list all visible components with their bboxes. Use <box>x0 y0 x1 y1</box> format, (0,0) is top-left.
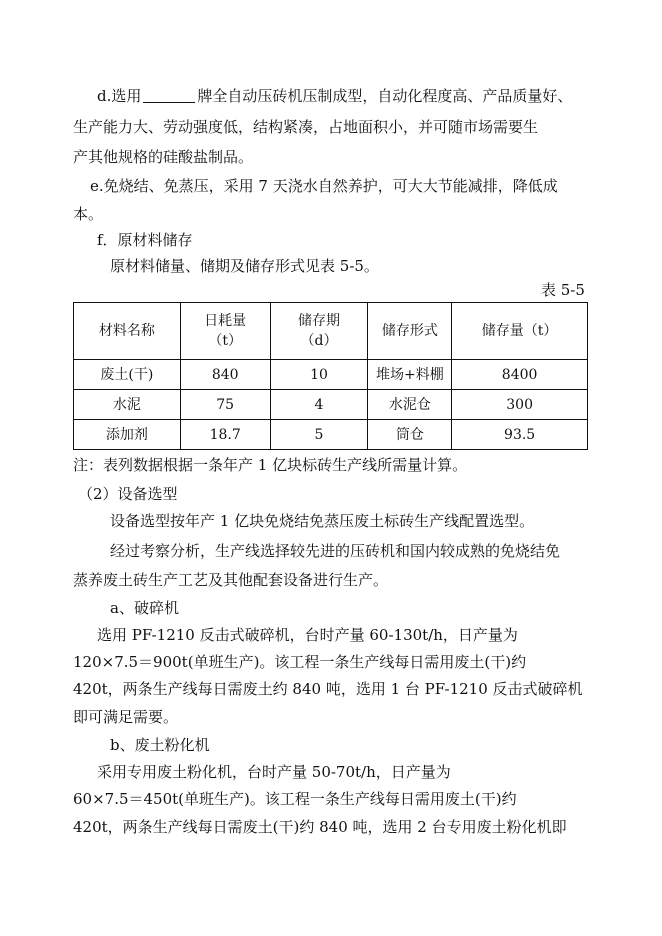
table-cell: 840 <box>180 360 270 390</box>
item-a-line-3: 420t，两条生产线每日需废土约 840 吨，选用 1 台 PF-1210 反击式破碎机 <box>73 680 583 698</box>
section-2-paragraph-1: 设备选型按年产 1 亿块免烧结免蒸压废土标砖生产线配置选型。 <box>110 512 535 530</box>
item-b-line-2: 60×7.5＝450t(单班生产)。该工程一条生产线每日需用废土(干)约 <box>73 790 517 808</box>
item-b-line-1: 采用专用废土粉化机，台时产量 50-70t/h，日产量为 <box>97 763 451 781</box>
brand-blank-underline <box>143 87 195 103</box>
table-row <box>74 360 588 390</box>
table-cell: 18.7 <box>180 420 270 450</box>
item-a-line-2: 120×7.5＝900t(单班生产)。该工程一条生产线每日需用废土(干)约 <box>73 653 527 671</box>
section-f-heading: f．原材料储存 <box>97 231 193 249</box>
table-cell: 10 <box>270 360 368 390</box>
table-cell: 93.5 <box>452 420 588 450</box>
header-storage-period: 储存期 （d） <box>270 303 368 360</box>
table-cell: 8400 <box>452 360 588 390</box>
table-header-row <box>74 303 588 360</box>
item-b-line-3: 420t，两条生产线每日需废土(干)约 840 吨，选用 2 台专用废土粉化机即 <box>73 818 567 836</box>
item-a-line-1: 选用 PF-1210 反击式破碎机，台时产量 60-130t/h，日产量为 <box>97 626 518 644</box>
header-storage-amount: 储存量（t） <box>452 303 588 360</box>
table-row <box>74 390 588 420</box>
table-cell: 堆场+料棚 <box>368 360 452 390</box>
table-caption: 表 5-5 <box>541 281 585 299</box>
section-2-paragraph-2-line-1: 经过考察分析，生产线选择较先进的压砖机和国内较成熟的免烧结免 <box>110 542 561 560</box>
table-row <box>74 420 588 450</box>
section-2-heading: （2）设备选型 <box>78 485 178 503</box>
header-material-name: 材料名称 <box>74 303 181 360</box>
table-cell: 筒仓 <box>368 420 452 450</box>
materials-table <box>73 302 588 450</box>
paragraph-d-line-3: 产其他规格的硅酸盐制品。 <box>73 148 254 166</box>
table-cell: 水泥 <box>74 390 181 420</box>
table-cell: 300 <box>452 390 588 420</box>
item-a-line-4: 即可满足需要。 <box>73 708 179 726</box>
item-a-heading: a、破碎机 <box>110 599 179 617</box>
table-cell: 水泥仓 <box>368 390 452 420</box>
paragraph-e-line-1: e.免烧结、免蒸压，采用 7 天浇水自然养护，可大大节能减排，降低成 <box>90 177 558 195</box>
paragraph-e-line-2: 本。 <box>73 205 104 223</box>
paragraph-d-line-1 <box>97 86 572 106</box>
header-storage-form: 储存形式 <box>368 303 452 360</box>
section-2-paragraph-2-line-2: 蒸养废土砖生产工艺及其他配套设备进行生产。 <box>73 571 389 589</box>
table-cell: 4 <box>270 390 368 420</box>
header-daily-consumption: 日耗量 （t） <box>180 303 270 360</box>
table-cell: 5 <box>270 420 368 450</box>
paragraph-d-suffix: 牌全自动压砖机压制成型，自动化程度高、产品质量好、 <box>197 87 573 105</box>
item-b-heading: b、废土粉化机 <box>110 736 210 754</box>
table-note: 注：表列数据根据一条年产 1 亿块标砖生产线所需量计算。 <box>73 456 468 474</box>
paragraph-d-line-2: 生产能力大、劳动强度低，结构紧凑，占地面积小，并可随市场需要生 <box>73 118 539 136</box>
table-cell: 75 <box>180 390 270 420</box>
table-cell: 添加剂 <box>74 420 181 450</box>
table-cell: 废土(干) <box>74 360 181 390</box>
section-f-intro: 原材料储量、储期及储存形式见表 5-5。 <box>110 257 379 275</box>
paragraph-d-prefix: d.选用 <box>97 87 142 105</box>
